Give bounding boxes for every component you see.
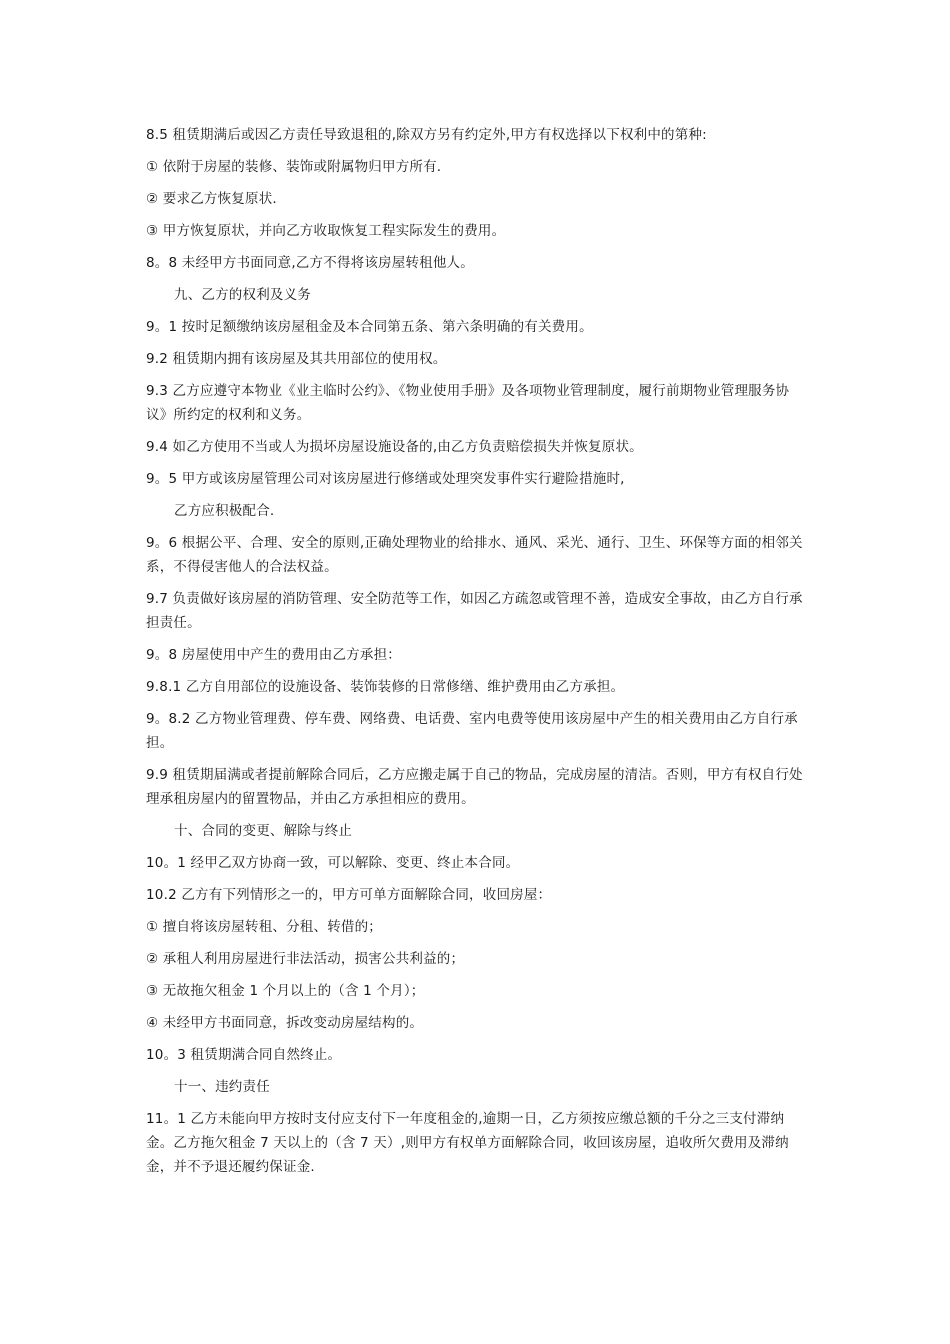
document-paragraph: 9。6 根据公平、合理、安全的原则,正确处理物业的给排水、通风、采光、通行、卫生、环保等方面的相邻关系，不得侵害他人的合法权益。 — [146, 535, 803, 575]
document-paragraph: ④ 未经甲方书面同意，拆改变动房屋结构的。 — [146, 1015, 424, 1031]
document-paragraph: 9.4 如乙方使用不当或人为损坏房屋设施设备的,由乙方负责赔偿损失并恢复原状。 — [146, 439, 643, 455]
document-paragraph: 乙方应积极配合. — [174, 503, 275, 519]
document-paragraph: ② 承租人利用房屋进行非法活动，损害公共利益的； — [146, 951, 465, 967]
document-paragraph: ① 依附于房屋的装修、装饰或附属物归甲方所有. — [146, 159, 442, 175]
document-paragraph: 9.8.1 乙方自用部位的设施设备、装饰装修的日常修缮、维护费用由乙方承担。 — [146, 679, 625, 695]
document-paragraph: 8.5 租赁期满后或因乙方责任导致退租的,除双方另有约定外,甲方有权选择以下权利中的第种: — [146, 127, 707, 143]
section-heading: 九、乙方的权利及义务 — [174, 287, 311, 303]
document-paragraph: 11。1 乙方未能向甲方按时支付应支付下一年度租金的,逾期一日，乙方须按应缴总额的千分之三支付滞纳金。乙方拖欠租金 7 天以上的（含 7 天）,则甲方有权单方面解除合同，收回该房屋，追收所欠费用及滞纳金，并不予退还履约保证金. — [146, 1111, 789, 1175]
document-paragraph: 10。1 经甲乙双方协商一致，可以解除、变更、终止本合同。 — [146, 855, 520, 871]
document-paragraph: 8。8 未经甲方书面同意,乙方不得将该房屋转租他人。 — [146, 255, 474, 271]
section-heading: 十、合同的变更、解除与终止 — [174, 823, 353, 839]
document-body — [146, 123, 808, 1187]
document-paragraph: 9.3 乙方应遵守本物业《业主临时公约》、《物业使用手册》及各项物业管理制度，履行前期物业管理服务协议》所约定的权利和义务。 — [146, 383, 790, 423]
section-heading: 十一、违约责任 — [174, 1079, 270, 1095]
document-paragraph: ③ 甲方恢复原状，并向乙方收取恢复工程实际发生的费用。 — [146, 223, 506, 239]
document-paragraph: 10。3 租赁期满合同自然终止。 — [146, 1047, 342, 1063]
document-paragraph: ① 擅自将该房屋转租、分租、转借的； — [146, 919, 382, 935]
document-paragraph: 9。1 按时足额缴纳该房屋租金及本合同第五条、第六条明确的有关费用。 — [146, 319, 593, 335]
document-paragraph: ② 要求乙方恢复原状. — [146, 191, 277, 207]
document-paragraph: 10.2 乙方有下列情形之一的，甲方可单方面解除合同，收回房屋： — [146, 887, 552, 903]
document-paragraph: 9。8.2 乙方物业管理费、停车费、网络费、电话费、室内电费等使用该房屋中产生的相关费用由乙方自行承担。 — [146, 711, 798, 751]
document-paragraph: 9.2 租赁期内拥有该房屋及其共用部位的使用权。 — [146, 351, 447, 367]
document-paragraph: 9.7 负责做好该房屋的消防管理、安全防范等工作，如因乙方疏忽或管理不善，造成安全事故，由乙方自行承担责任。 — [146, 591, 803, 631]
document-paragraph: 9.9 租赁期届满或者提前解除合同后，乙方应搬走属于自己的物品，完成房屋的清洁。否则，甲方有权自行处理承租房屋内的留置物品，并由乙方承担相应的费用。 — [146, 767, 803, 807]
document-paragraph: 9。5 甲方或该房屋管理公司对该房屋进行修缮或处理突发事件实行避险措施时, — [146, 471, 625, 487]
document-paragraph: ③ 无故拖欠租金 1 个月以上的（含 1 个月）； — [146, 983, 425, 999]
document-paragraph: 9。8 房屋使用中产生的费用由乙方承担： — [146, 647, 401, 663]
